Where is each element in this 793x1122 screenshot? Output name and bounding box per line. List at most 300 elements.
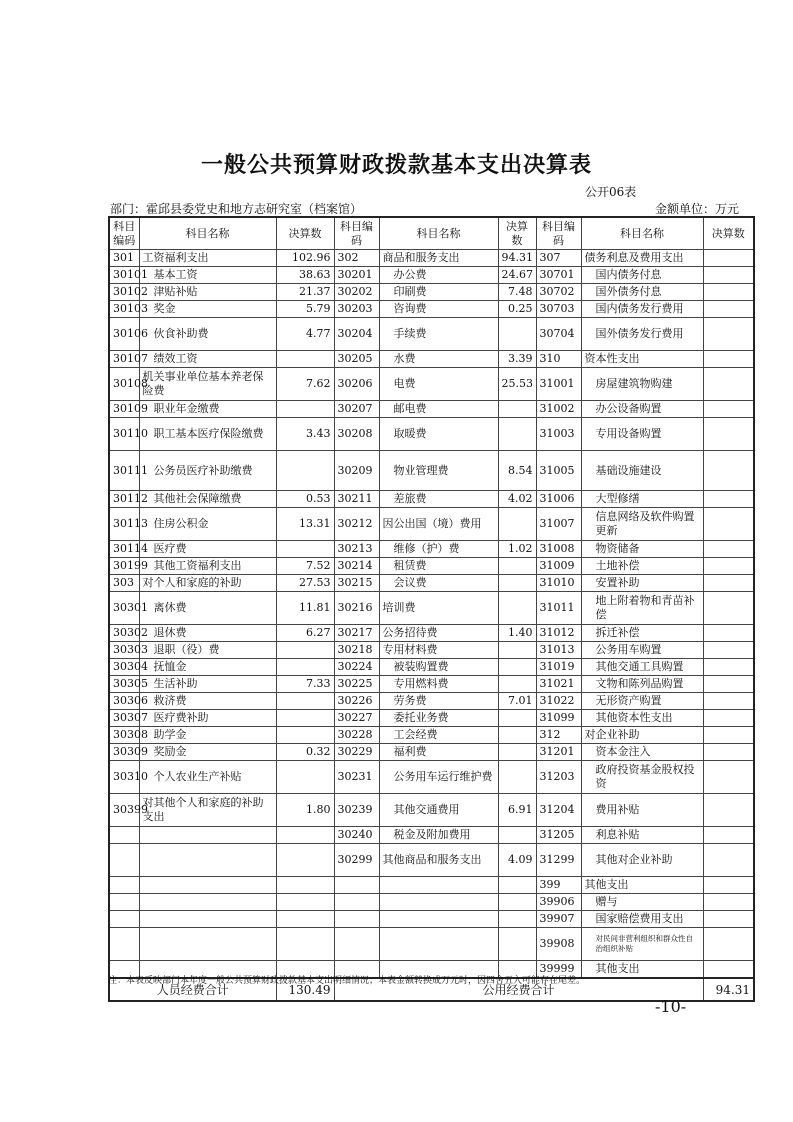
subject-code: 30207 [334, 401, 379, 418]
table-row [109, 401, 754, 418]
final-amount [498, 744, 536, 761]
subject-name: 安置补助 [581, 575, 703, 592]
subject-name: 差旅费 [379, 491, 498, 508]
subject-name: 会议费 [379, 575, 498, 592]
final-amount [703, 827, 754, 844]
final-amount: 0.32 [276, 744, 334, 761]
final-amount [498, 418, 536, 451]
subject-code: 30202 [334, 284, 379, 301]
table-row [109, 284, 754, 301]
final-amount [498, 676, 536, 693]
final-amount: 7.01 [498, 693, 536, 710]
subject-code: 30215 [334, 575, 379, 592]
column-header: 决算数 [498, 217, 536, 250]
final-amount [276, 894, 334, 911]
final-amount: 3.39 [498, 351, 536, 368]
final-amount [703, 911, 754, 928]
subject-code: 30303 [109, 642, 139, 659]
subject-name: 机关事业单位基本养老保险费 [139, 368, 276, 401]
subject-code: 30114 [109, 541, 139, 558]
final-amount [276, 659, 334, 676]
final-amount [276, 827, 334, 844]
table-row [109, 928, 754, 961]
final-amount [498, 318, 536, 351]
subject-name: 因公出国（境）费用 [379, 508, 498, 541]
subject-name: 邮电费 [379, 401, 498, 418]
final-amount: 94.31 [498, 250, 536, 267]
subject-name: 办公费 [379, 267, 498, 284]
subject-code: 39999 [536, 961, 581, 979]
final-amount: 102.96 [276, 250, 334, 267]
final-amount [703, 368, 754, 401]
subject-code: 30113 [109, 508, 139, 541]
subject-name: 救济费 [139, 693, 276, 710]
final-amount: 25.53 [498, 368, 536, 401]
subject-name: 住房公积金 [139, 508, 276, 541]
table-row [109, 318, 754, 351]
final-amount [703, 491, 754, 508]
department: 部门：霍邱县委党史和地方志研究室（档案馆） [110, 202, 363, 216]
subject-code: 31012 [536, 625, 581, 642]
final-amount [498, 761, 536, 794]
subject-name: 租赁费 [379, 558, 498, 575]
subject-code [334, 894, 379, 911]
subject-name [139, 877, 276, 894]
subject-code: 312 [536, 727, 581, 744]
table-row [109, 642, 754, 659]
final-amount [703, 928, 754, 961]
final-amount [498, 401, 536, 418]
final-amount [276, 351, 334, 368]
subject-name: 其他工资福利支出 [139, 558, 276, 575]
subject-name: 无形资产购置 [581, 693, 703, 710]
form-number: 公开06表 [585, 185, 637, 199]
subject-name: 伙食补助费 [139, 318, 276, 351]
subject-code: 310 [536, 351, 581, 368]
subject-name: 维修（护）费 [379, 541, 498, 558]
table-row [109, 827, 754, 844]
column-header: 科目名称 [379, 217, 498, 250]
final-amount [276, 844, 334, 877]
column-header: 科目名称 [139, 217, 276, 250]
subject-code: 30240 [334, 827, 379, 844]
subject-name: 赠与 [581, 894, 703, 911]
personnel-total-value: 130.49 [276, 978, 334, 1001]
subject-code [109, 877, 139, 894]
final-amount [703, 301, 754, 318]
subject-code: 30111 [109, 451, 139, 491]
table-row [109, 761, 754, 794]
final-amount: 6.27 [276, 625, 334, 642]
subject-code: 30201 [334, 267, 379, 284]
subject-code: 39908 [536, 928, 581, 961]
final-amount [498, 575, 536, 592]
final-amount: 1.80 [276, 794, 334, 827]
table-row [109, 844, 754, 877]
subject-code: 30225 [334, 676, 379, 693]
subject-name: 奖金 [139, 301, 276, 318]
subject-name: 专用材料费 [379, 642, 498, 659]
subject-name: 政府投资基金股权投资 [581, 761, 703, 794]
subject-code: 30109 [109, 401, 139, 418]
subject-code: 30703 [536, 301, 581, 318]
subject-code: 30107 [109, 351, 139, 368]
subject-name: 公务用车运行维护费 [379, 761, 498, 794]
table-header [109, 217, 754, 250]
subject-name: 离休费 [139, 592, 276, 625]
subject-name [139, 928, 276, 961]
amount-unit: 金额单位：万元 [655, 202, 740, 216]
column-header: 决算数 [276, 217, 334, 250]
final-amount [498, 928, 536, 961]
subject-name: 税金及附加费用 [379, 827, 498, 844]
subject-name: 信息网络及软件购置更新 [581, 508, 703, 541]
final-amount [498, 877, 536, 894]
subject-code: 31201 [536, 744, 581, 761]
subject-code: 30702 [536, 284, 581, 301]
final-amount [703, 693, 754, 710]
subject-name: 被装购置费 [379, 659, 498, 676]
final-amount [276, 877, 334, 894]
subject-name: 手续费 [379, 318, 498, 351]
table-row [109, 727, 754, 744]
subject-code: 30704 [536, 318, 581, 351]
subject-code: 399 [536, 877, 581, 894]
subject-code [334, 911, 379, 928]
subject-code: 30305 [109, 676, 139, 693]
subject-name: 水费 [379, 351, 498, 368]
subject-code: 30239 [334, 794, 379, 827]
final-amount [703, 710, 754, 727]
subject-name: 津贴补贴 [139, 284, 276, 301]
final-amount: 1.02 [498, 541, 536, 558]
final-amount [703, 761, 754, 794]
final-amount [703, 284, 754, 301]
subject-name: 职工基本医疗保险缴费 [139, 418, 276, 451]
final-amount [276, 401, 334, 418]
subject-code: 31002 [536, 401, 581, 418]
final-amount [498, 827, 536, 844]
subject-code: 31011 [536, 592, 581, 625]
subject-name: 公务员医疗补助缴费 [139, 451, 276, 491]
table-row [109, 418, 754, 451]
subject-name: 债务利息及费用支出 [581, 250, 703, 267]
subject-name: 其他资本性支出 [581, 710, 703, 727]
subject-code: 30103 [109, 301, 139, 318]
final-amount [703, 250, 754, 267]
subject-name: 委托业务费 [379, 710, 498, 727]
subject-code: 31021 [536, 676, 581, 693]
subject-code: 30206 [334, 368, 379, 401]
table-row [109, 676, 754, 693]
subject-name: 专用设备购置 [581, 418, 703, 451]
subject-name [139, 894, 276, 911]
subject-name: 利息补贴 [581, 827, 703, 844]
table-row [109, 877, 754, 894]
subject-name: 国内债务付息 [581, 267, 703, 284]
final-amount [498, 592, 536, 625]
subject-name [139, 844, 276, 877]
subject-name: 办公设备购置 [581, 401, 703, 418]
expenditure-table [108, 216, 755, 1002]
subject-code: 30231 [334, 761, 379, 794]
subject-name [379, 877, 498, 894]
subject-code: 30214 [334, 558, 379, 575]
subject-name: 国内债务发行费用 [581, 301, 703, 318]
table-row [109, 710, 754, 727]
subject-code: 301 [109, 250, 139, 267]
subject-code: 30101 [109, 267, 139, 284]
final-amount [703, 877, 754, 894]
subject-code: 30309 [109, 744, 139, 761]
subject-code: 30701 [536, 267, 581, 284]
subject-name: 国外债务付息 [581, 284, 703, 301]
subject-name: 对个人和家庭的补助 [139, 575, 276, 592]
subject-code: 30306 [109, 693, 139, 710]
subject-name: 其他交通工具购置 [581, 659, 703, 676]
subject-code: 30304 [109, 659, 139, 676]
final-amount: 7.62 [276, 368, 334, 401]
subject-name [139, 827, 276, 844]
subject-code: 31099 [536, 710, 581, 727]
subject-name: 福利费 [379, 744, 498, 761]
subject-name: 退休费 [139, 625, 276, 642]
subject-code: 31019 [536, 659, 581, 676]
footnote: 注：本表反映部门本年度一般公共预算财政拨款基本支出明细情况；本表金额转换成万元时，因四舍五入可能存在尾差。 [108, 976, 586, 986]
subject-name: 绩效工资 [139, 351, 276, 368]
final-amount [276, 693, 334, 710]
table-row [109, 575, 754, 592]
subject-name [379, 928, 498, 961]
subject-code: 30226 [334, 693, 379, 710]
subject-code: 31001 [536, 368, 581, 401]
subject-name: 其他交通费用 [379, 794, 498, 827]
subject-name: 土地补偿 [581, 558, 703, 575]
table-row [109, 625, 754, 642]
subject-name: 对民间非营利组织和群众性自治组织补贴 [581, 928, 703, 961]
final-amount: 5.79 [276, 301, 334, 318]
final-amount: 13.31 [276, 508, 334, 541]
final-amount [703, 558, 754, 575]
final-amount [703, 894, 754, 911]
final-amount [703, 961, 754, 979]
subject-code: 30213 [334, 541, 379, 558]
page-title: 一般公共预算财政拨款基本支出决算表 [200, 152, 592, 178]
subject-code: 31013 [536, 642, 581, 659]
table-row [109, 794, 754, 827]
subject-name: 个人农业生产补贴 [139, 761, 276, 794]
subject-code: 31205 [536, 827, 581, 844]
subject-name: 基本工资 [139, 267, 276, 284]
subject-code: 31204 [536, 794, 581, 827]
subject-code: 30310 [109, 761, 139, 794]
final-amount [276, 727, 334, 744]
final-amount: 1.40 [498, 625, 536, 642]
final-amount [498, 642, 536, 659]
subject-code: 30211 [334, 491, 379, 508]
subject-name: 国外债务发行费用 [581, 318, 703, 351]
subject-code: 30208 [334, 418, 379, 451]
final-amount [498, 558, 536, 575]
subject-code: 30399 [109, 794, 139, 827]
subject-name: 公务用车购置 [581, 642, 703, 659]
column-header: 决算数 [703, 217, 754, 250]
subject-name: 取暖费 [379, 418, 498, 451]
table-row [109, 541, 754, 558]
subject-name: 物业管理费 [379, 451, 498, 491]
subject-name: 对其他个人和家庭的补助支出 [139, 794, 276, 827]
final-amount: 7.52 [276, 558, 334, 575]
subject-code: 30227 [334, 710, 379, 727]
final-amount [703, 625, 754, 642]
subject-code: 30110 [109, 418, 139, 451]
subject-code: 31022 [536, 693, 581, 710]
final-amount: 0.53 [276, 491, 334, 508]
subject-code [334, 928, 379, 961]
subject-name: 抚恤金 [139, 659, 276, 676]
final-amount: 6.91 [498, 794, 536, 827]
subject-code: 30199 [109, 558, 139, 575]
subject-code: 30218 [334, 642, 379, 659]
subject-name: 医疗费补助 [139, 710, 276, 727]
table-row [109, 508, 754, 541]
final-amount [703, 575, 754, 592]
final-amount: 3.43 [276, 418, 334, 451]
subject-name [379, 911, 498, 928]
page-number: -10- [655, 997, 687, 1016]
column-header: 科目编码 [109, 217, 139, 250]
table-row [109, 558, 754, 575]
final-amount [703, 794, 754, 827]
subject-name: 生活补助 [139, 676, 276, 693]
public-total-label: 公用经费合计 [334, 978, 703, 1001]
final-amount [703, 508, 754, 541]
subject-code: 31003 [536, 418, 581, 451]
subject-name: 咨询费 [379, 301, 498, 318]
subject-code: 303 [109, 575, 139, 592]
subject-name: 国家赔偿费用支出 [581, 911, 703, 928]
subject-name: 其他支出 [581, 961, 703, 979]
table-row [109, 894, 754, 911]
column-header: 科目编码 [334, 217, 379, 250]
table-row [109, 351, 754, 368]
public-total-value: 94.31 [703, 978, 754, 1001]
subject-name: 电费 [379, 368, 498, 401]
subject-code: 30112 [109, 491, 139, 508]
subject-code: 39906 [536, 894, 581, 911]
final-amount [498, 727, 536, 744]
final-amount: 24.67 [498, 267, 536, 284]
subject-code: 31006 [536, 491, 581, 508]
subject-name: 劳务费 [379, 693, 498, 710]
final-amount [498, 894, 536, 911]
final-amount [703, 401, 754, 418]
table-row [109, 911, 754, 928]
subject-name: 费用补贴 [581, 794, 703, 827]
subject-name: 文物和陈列品购置 [581, 676, 703, 693]
subject-code: 30307 [109, 710, 139, 727]
subject-code: 30228 [334, 727, 379, 744]
final-amount [498, 508, 536, 541]
final-amount [276, 541, 334, 558]
table-row [109, 301, 754, 318]
subject-code: 30217 [334, 625, 379, 642]
subject-code: 30102 [109, 284, 139, 301]
subject-name: 拆迁补偿 [581, 625, 703, 642]
final-amount [703, 676, 754, 693]
subject-name: 物资储备 [581, 541, 703, 558]
subject-code: 39907 [536, 911, 581, 928]
final-amount: 4.02 [498, 491, 536, 508]
subject-code: 30302 [109, 625, 139, 642]
subject-code [109, 928, 139, 961]
column-header: 科目编码 [536, 217, 581, 250]
subject-name: 大型修缮 [581, 491, 703, 508]
final-amount: 27.53 [276, 575, 334, 592]
final-amount: 7.33 [276, 676, 334, 693]
final-amount [703, 351, 754, 368]
table-row [109, 744, 754, 761]
final-amount [703, 451, 754, 491]
subject-code: 31203 [536, 761, 581, 794]
final-amount: 11.81 [276, 592, 334, 625]
subject-name: 医疗费 [139, 541, 276, 558]
subject-code: 31009 [536, 558, 581, 575]
subject-code: 30106 [109, 318, 139, 351]
personnel-total-label: 人员经费合计 [109, 978, 276, 1001]
subject-name: 对企业补助 [581, 727, 703, 744]
final-amount [703, 727, 754, 744]
final-amount [276, 710, 334, 727]
final-amount: 8.54 [498, 451, 536, 491]
final-amount [276, 928, 334, 961]
subject-code [109, 844, 139, 877]
subject-name: 助学金 [139, 727, 276, 744]
subject-code: 31007 [536, 508, 581, 541]
subject-name: 印刷费 [379, 284, 498, 301]
final-amount: 0.25 [498, 301, 536, 318]
subject-code [109, 911, 139, 928]
subject-code: 31299 [536, 844, 581, 877]
subject-code: 30204 [334, 318, 379, 351]
subject-code: 30108 [109, 368, 139, 401]
subject-code: 30224 [334, 659, 379, 676]
column-header: 科目名称 [581, 217, 703, 250]
subject-name: 公务招待费 [379, 625, 498, 642]
subject-code: 30216 [334, 592, 379, 625]
final-amount [498, 710, 536, 727]
subject-name: 工会经费 [379, 727, 498, 744]
subject-name [139, 911, 276, 928]
subject-code [109, 894, 139, 911]
final-amount [276, 761, 334, 794]
final-amount: 7.48 [498, 284, 536, 301]
subject-name: 其他商品和服务支出 [379, 844, 498, 877]
final-amount [703, 541, 754, 558]
final-amount: 4.09 [498, 844, 536, 877]
final-amount [703, 744, 754, 761]
subject-code: 30203 [334, 301, 379, 318]
subject-name [379, 894, 498, 911]
final-amount [276, 451, 334, 491]
table-row [109, 250, 754, 267]
final-amount [703, 592, 754, 625]
final-amount [703, 318, 754, 351]
final-amount: 38.63 [276, 267, 334, 284]
final-amount [498, 911, 536, 928]
subject-code: 30212 [334, 508, 379, 541]
subject-code: 31010 [536, 575, 581, 592]
